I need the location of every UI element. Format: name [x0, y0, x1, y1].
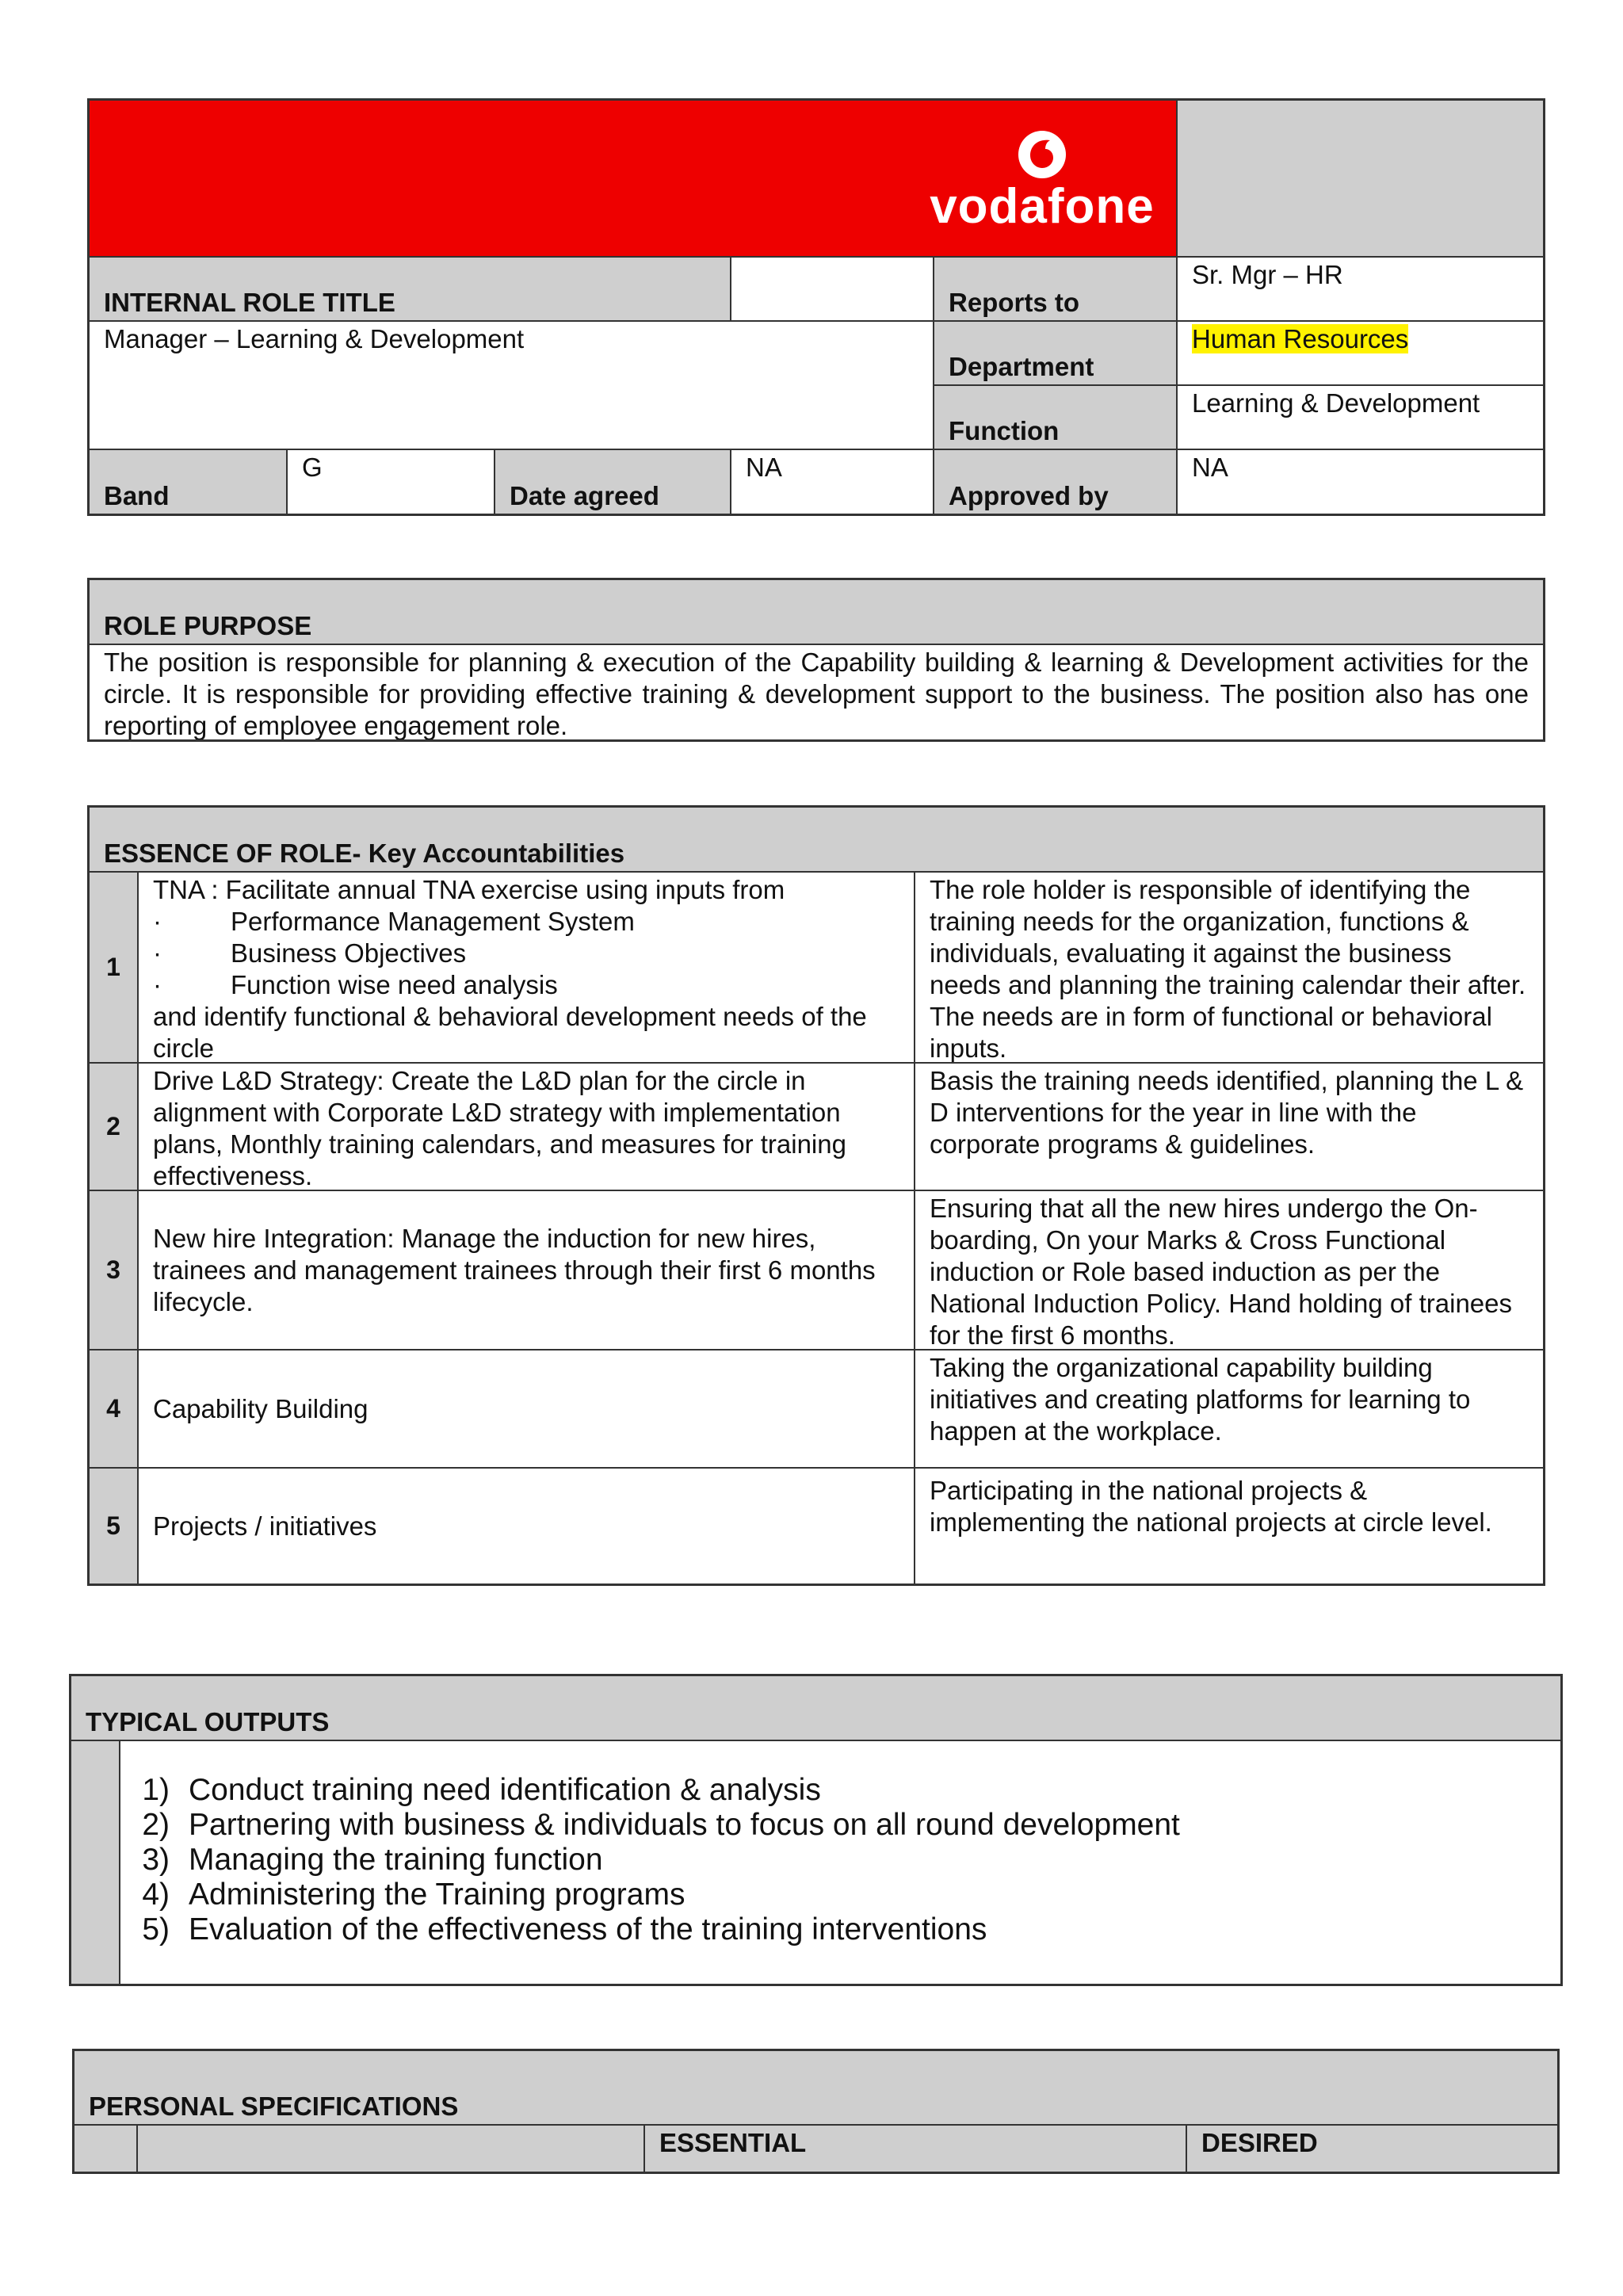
department-value: Human Resources [1192, 324, 1409, 353]
bullet-item [153, 969, 899, 1001]
brand-banner [89, 100, 1177, 257]
list-item: 1) Conduct training need identification & analysis [142, 1773, 821, 1807]
function-label-cell [934, 385, 1177, 449]
bullet-item [153, 906, 899, 938]
row-number: 5 [89, 1468, 138, 1584]
role-purpose-text: The position is responsible for planning & execution of the Capability building & learning & Development activities for the circle. It is responsible for providing effective training & development support to the business. The position also has one reporting of employee engagement role. [89, 644, 1544, 740]
accountability-right: Basis the training needs identified, planning the L & D interventions for the year in line with the corporate programs & guidelines. [915, 1063, 1544, 1190]
list-item: 2) Partnering with business & individuals to focus on all round development [142, 1808, 1180, 1842]
bullet-text: Function wise need analysis [231, 970, 558, 999]
accountability-right: Ensuring that all the new hires undergo the On-boarding, On your Marks & Cross Functional induction or Role based induction as per the National Induction Policy. Hand holding of trainees for the first 6 months. [915, 1190, 1544, 1350]
row-number: 3 [89, 1190, 138, 1350]
row-number: 4 [89, 1350, 138, 1468]
vodafone-logo [927, 129, 1157, 232]
vodafone-speechmark-icon [1017, 129, 1067, 180]
essence-heading: ESSENCE OF ROLE- Key Accountabilities [104, 839, 625, 868]
approved-by-label-cell [934, 449, 1177, 514]
role-title-blank-cell [731, 257, 934, 321]
department-value-cell [1177, 321, 1544, 385]
role-title-label-cell [89, 257, 731, 321]
outputs-list [120, 1773, 1560, 1947]
role-purpose-heading: ROLE PURPOSE [104, 611, 312, 640]
accountability-left [138, 872, 915, 1063]
accountability-right: Taking the organizational capability building initiatives and creating platforms for learning to happen at the workplace. [915, 1350, 1544, 1468]
reports-to-label: Reports to [949, 288, 1079, 317]
brand-name: vodafone [930, 179, 1155, 234]
function-value: Learning & Development [1177, 385, 1544, 449]
bullet-marker: · [153, 907, 162, 936]
department-label-cell [934, 321, 1177, 385]
row-number: 1 [89, 872, 138, 1063]
job-header-table [87, 98, 1545, 516]
approved-by-label: Approved by [949, 481, 1109, 510]
bullet-item [153, 938, 899, 969]
list-item: 5) Evaluation of the effectiveness of the training interventions [142, 1912, 987, 1946]
role-purpose-header [89, 579, 1544, 644]
band-label-cell [89, 449, 287, 514]
accountability-left [138, 1190, 915, 1350]
typical-outputs-section [69, 1674, 1563, 1986]
personal-specs-heading: PERSONAL SPECIFICATIONS [89, 2092, 459, 2121]
date-agreed-value: NA [731, 449, 934, 514]
personal-specs-header [74, 2050, 1558, 2125]
essential-label: ESSENTIAL [644, 2125, 1186, 2172]
internal-role-title-label: INTERNAL ROLE TITLE [104, 288, 395, 317]
specs-blank-cell [137, 2125, 644, 2172]
bullet-marker: · [153, 970, 162, 999]
accountability-left-text: New hire Integration: Manage the induction for new hires, trainees and management trainees through their first 6 months lifecycle. [153, 1223, 876, 1316]
role-purpose-section [87, 578, 1545, 742]
desired-label: DESIRED [1186, 2125, 1558, 2172]
bullet-marker: · [153, 938, 162, 968]
accountability-left: Drive L&D Strategy: Create the L&D plan for the circle in alignment with Corporate L&D strategy with implementation plans, Monthly training calendars, and measures for training effectiveness. [138, 1063, 915, 1190]
brand-side-cell [1177, 100, 1544, 257]
approved-by-value: NA [1177, 449, 1544, 514]
personal-specs-section [72, 2049, 1560, 2174]
tna-outro: and identify functional & behavioral development needs of the circle [153, 1002, 867, 1063]
essence-header [89, 807, 1544, 872]
date-agreed-label-cell [495, 449, 731, 514]
band-label: Band [104, 481, 170, 510]
date-agreed-label: Date agreed [510, 481, 659, 510]
accountability-left [138, 1350, 915, 1468]
accountability-right [915, 1468, 1544, 1584]
role-title-value: Manager – Learning & Development [89, 321, 934, 449]
function-label: Function [949, 416, 1060, 445]
list-item: 3) Managing the training function [142, 1843, 603, 1877]
accountability-left-text: Capability Building [153, 1393, 369, 1423]
bullet-text: Business Objectives [231, 938, 467, 968]
outputs-list-cell [120, 1740, 1561, 1985]
accountability-right: The role holder is responsible of identifying the training needs for the organization, functions & individuals, evaluating it against the business needs and planning the training calendar their after. The needs are in form of functional or behavioral inputs. [915, 872, 1544, 1063]
accountability-left [138, 1468, 915, 1584]
tna-intro: TNA : Facilitate annual TNA exercise using inputs from [153, 875, 785, 904]
accountability-left-text: Projects / initiatives [153, 1511, 377, 1541]
row-number: 2 [89, 1063, 138, 1190]
department-label: Department [949, 352, 1094, 381]
band-value: G [287, 449, 495, 514]
typical-outputs-header [71, 1675, 1561, 1740]
accountability-right-text: Participating in the national projects & implementing the national projects at circle level. [930, 1476, 1492, 1537]
reports-to-value: Sr. Mgr – HR [1177, 257, 1544, 321]
essence-section [87, 805, 1545, 1586]
outputs-side-cell [71, 1740, 120, 1985]
bullet-text: Performance Management System [231, 907, 635, 936]
typical-outputs-heading: TYPICAL OUTPUTS [86, 1707, 330, 1736]
list-item: 4) Administering the Training programs [142, 1878, 685, 1912]
specs-blank-cell [74, 2125, 137, 2172]
reports-to-label-cell [934, 257, 1177, 321]
